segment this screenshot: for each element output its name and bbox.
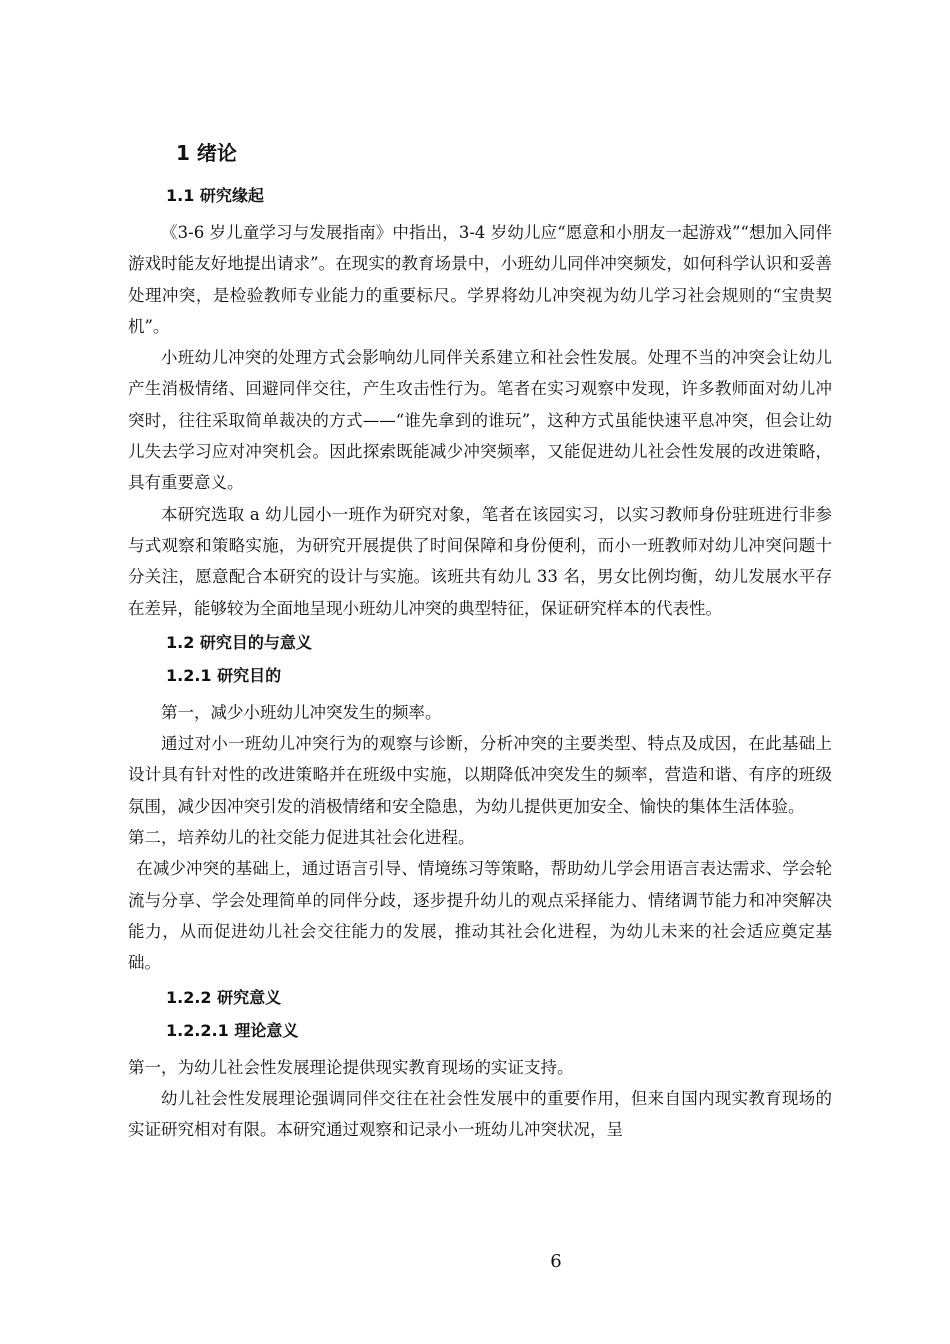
- subsection-heading-1-2-1: 1.2.1 研究目的: [166, 665, 282, 685]
- chapter-heading: 1 绪论: [176, 141, 237, 165]
- section-heading-1-1: 1.1 研究缘起: [166, 186, 264, 205]
- paragraph: 通过对小一班幼儿冲突行为的观察与诊断，分析冲突的主要类型、特点及成因，在此基础上设计具有针对性的改进策略并在班级中实施，以期降低冲突发生的频率，营造和谐、有序的班级氛围，减少因冲突引发的消极情绪和安全隐患，为幼儿提供更加安全、愉快的集体生活体验。: [128, 734, 832, 816]
- paragraph: 在减少冲突的基础上，通过语言引导、情境练习等策略，帮助幼儿学会用语言表达需求、学会轮流与分享、学会处理简单的同伴分歧，逐步提升幼儿的观点采择能力、情绪调节能力和冲突解决能力，从而促进幼儿社会交往能力的发展，推动其社会化进程，为幼儿未来的社会适应奠定基础。: [128, 859, 832, 973]
- page-content: [128, 138, 832, 1145]
- paragraph: 第一，为幼儿社会性发展理论提供现实教育现场的实证支持。: [128, 1057, 574, 1077]
- page-number: 6: [550, 1251, 562, 1272]
- paragraph: 第一，减少小班幼儿冲突发生的频率。: [161, 702, 442, 722]
- paragraph: 第二，培养幼儿的社交能力促进其社会化进程。: [128, 828, 475, 848]
- section-heading-1-2: 1.2 研究目的与意义: [166, 632, 312, 652]
- paragraph: 《3-6 岁儿童学习与发展指南》中指出，3-4 岁幼儿应“愿意和小朋友一起游戏”“想加入同伴游戏时能友好地提出请求”。在现实的教育场景中，小班幼儿同伴冲突频发，如何科学认识和妥善处理冲突，是检验教师专业能力的重要标尺。学界将幼儿冲突视为幼儿学习社会规则的“宝贵契机”。: [128, 223, 832, 336]
- paragraph: 小班幼儿冲突的处理方式会影响幼儿同伴关系建立和社会性发展。处理不当的冲突会让幼儿产生消极情绪、回避同伴交往，产生攻击性行为。笔者在实习观察中发现，许多教师面对幼儿冲突时，往往采取简单裁决的方式——“谁先拿到的谁玩”，这种方式虽能快速平息冲突，但会让幼儿失去学习应对冲突机会。因此探索既能减少冲突频率，又能促进幼儿社会性发展的改进策略，具有重要意义。: [128, 348, 832, 493]
- subsection-heading-1-2-2-1: 1.2.2.1 理论意义: [166, 1020, 299, 1040]
- paragraph: 本研究选取 a 幼儿园小一班作为研究对象，笔者在该园实习，以实习教师身份驻班进行非参与式观察和策略实施，为研究开展提供了时间保障和身份便利，而小一班教师对幼儿冲突问题十分关注，愿意配合本研究的设计与实施。该班共有幼儿 33 名，男女比例均衡，幼儿发展水平存在差异，能够较为全面地呈现小班幼儿冲突的典型特征，保证研究样本的代表性。: [128, 504, 832, 618]
- subsection-heading-1-2-2: 1.2.2 研究意义: [166, 987, 282, 1007]
- paragraph: 幼儿社会性发展理论强调同伴交往在社会性发展中的重要作用，但来自国内现实教育现场的实证研究相对有限。本研究通过观察和记录小一班幼儿冲突状况，呈: [128, 1088, 832, 1140]
